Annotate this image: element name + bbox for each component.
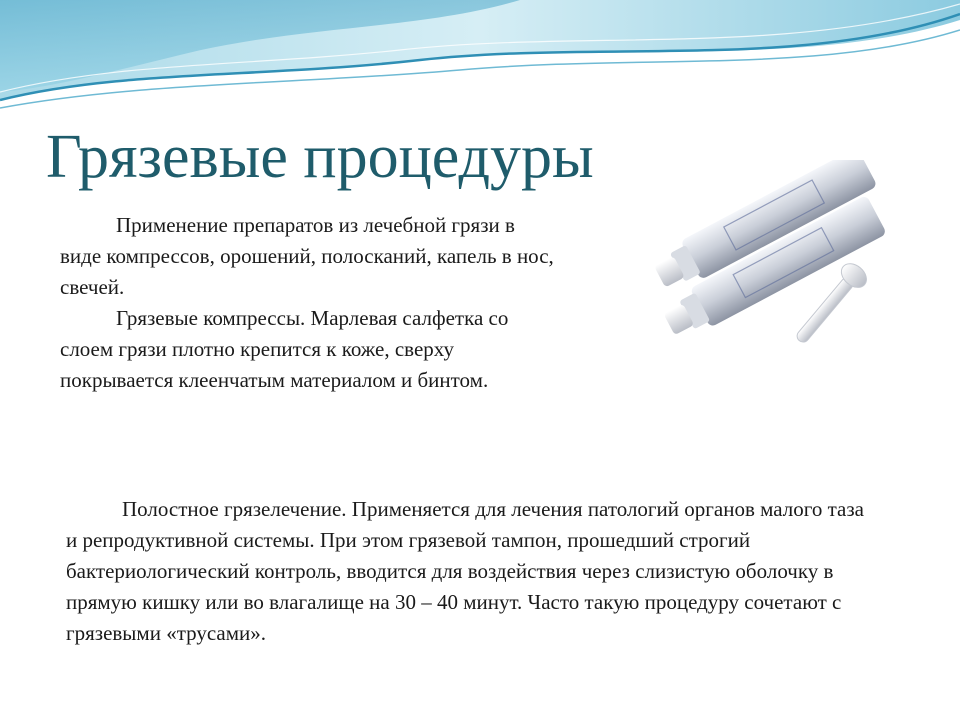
slide-title: Грязевые процедуры [46, 123, 594, 191]
header-wave-decoration [0, 0, 960, 120]
paragraph-mud-compresses: Грязевые компрессы. Марлевая салфетка со слоем грязи плотно крепится к коже, сверху покрывается клеенчатым материалом и бинтом. [60, 306, 509, 392]
paragraph-mud-preparations: Применение препаратов из лечебной грязи в виде компрессов, орошений, полосканий, капель в нос, свечей. [60, 213, 554, 299]
bottom-text-block [66, 494, 866, 649]
paragraph-cavity-mud-therapy: Полостное грязелечение. Применяется для лечения патологий органов малого таза и репродуктивной системы. При этом грязевой тампон, прошедший строгий бактериологический контроль, вводится для воздействия через слизистую оболочку в прямую кишку или во влагалище на 30 – 40 минут. Часто такую процедуру сочетают с грязевыми «трусами». [66, 497, 864, 645]
mud-tubes-image [600, 160, 940, 360]
top-text-block [60, 210, 560, 396]
